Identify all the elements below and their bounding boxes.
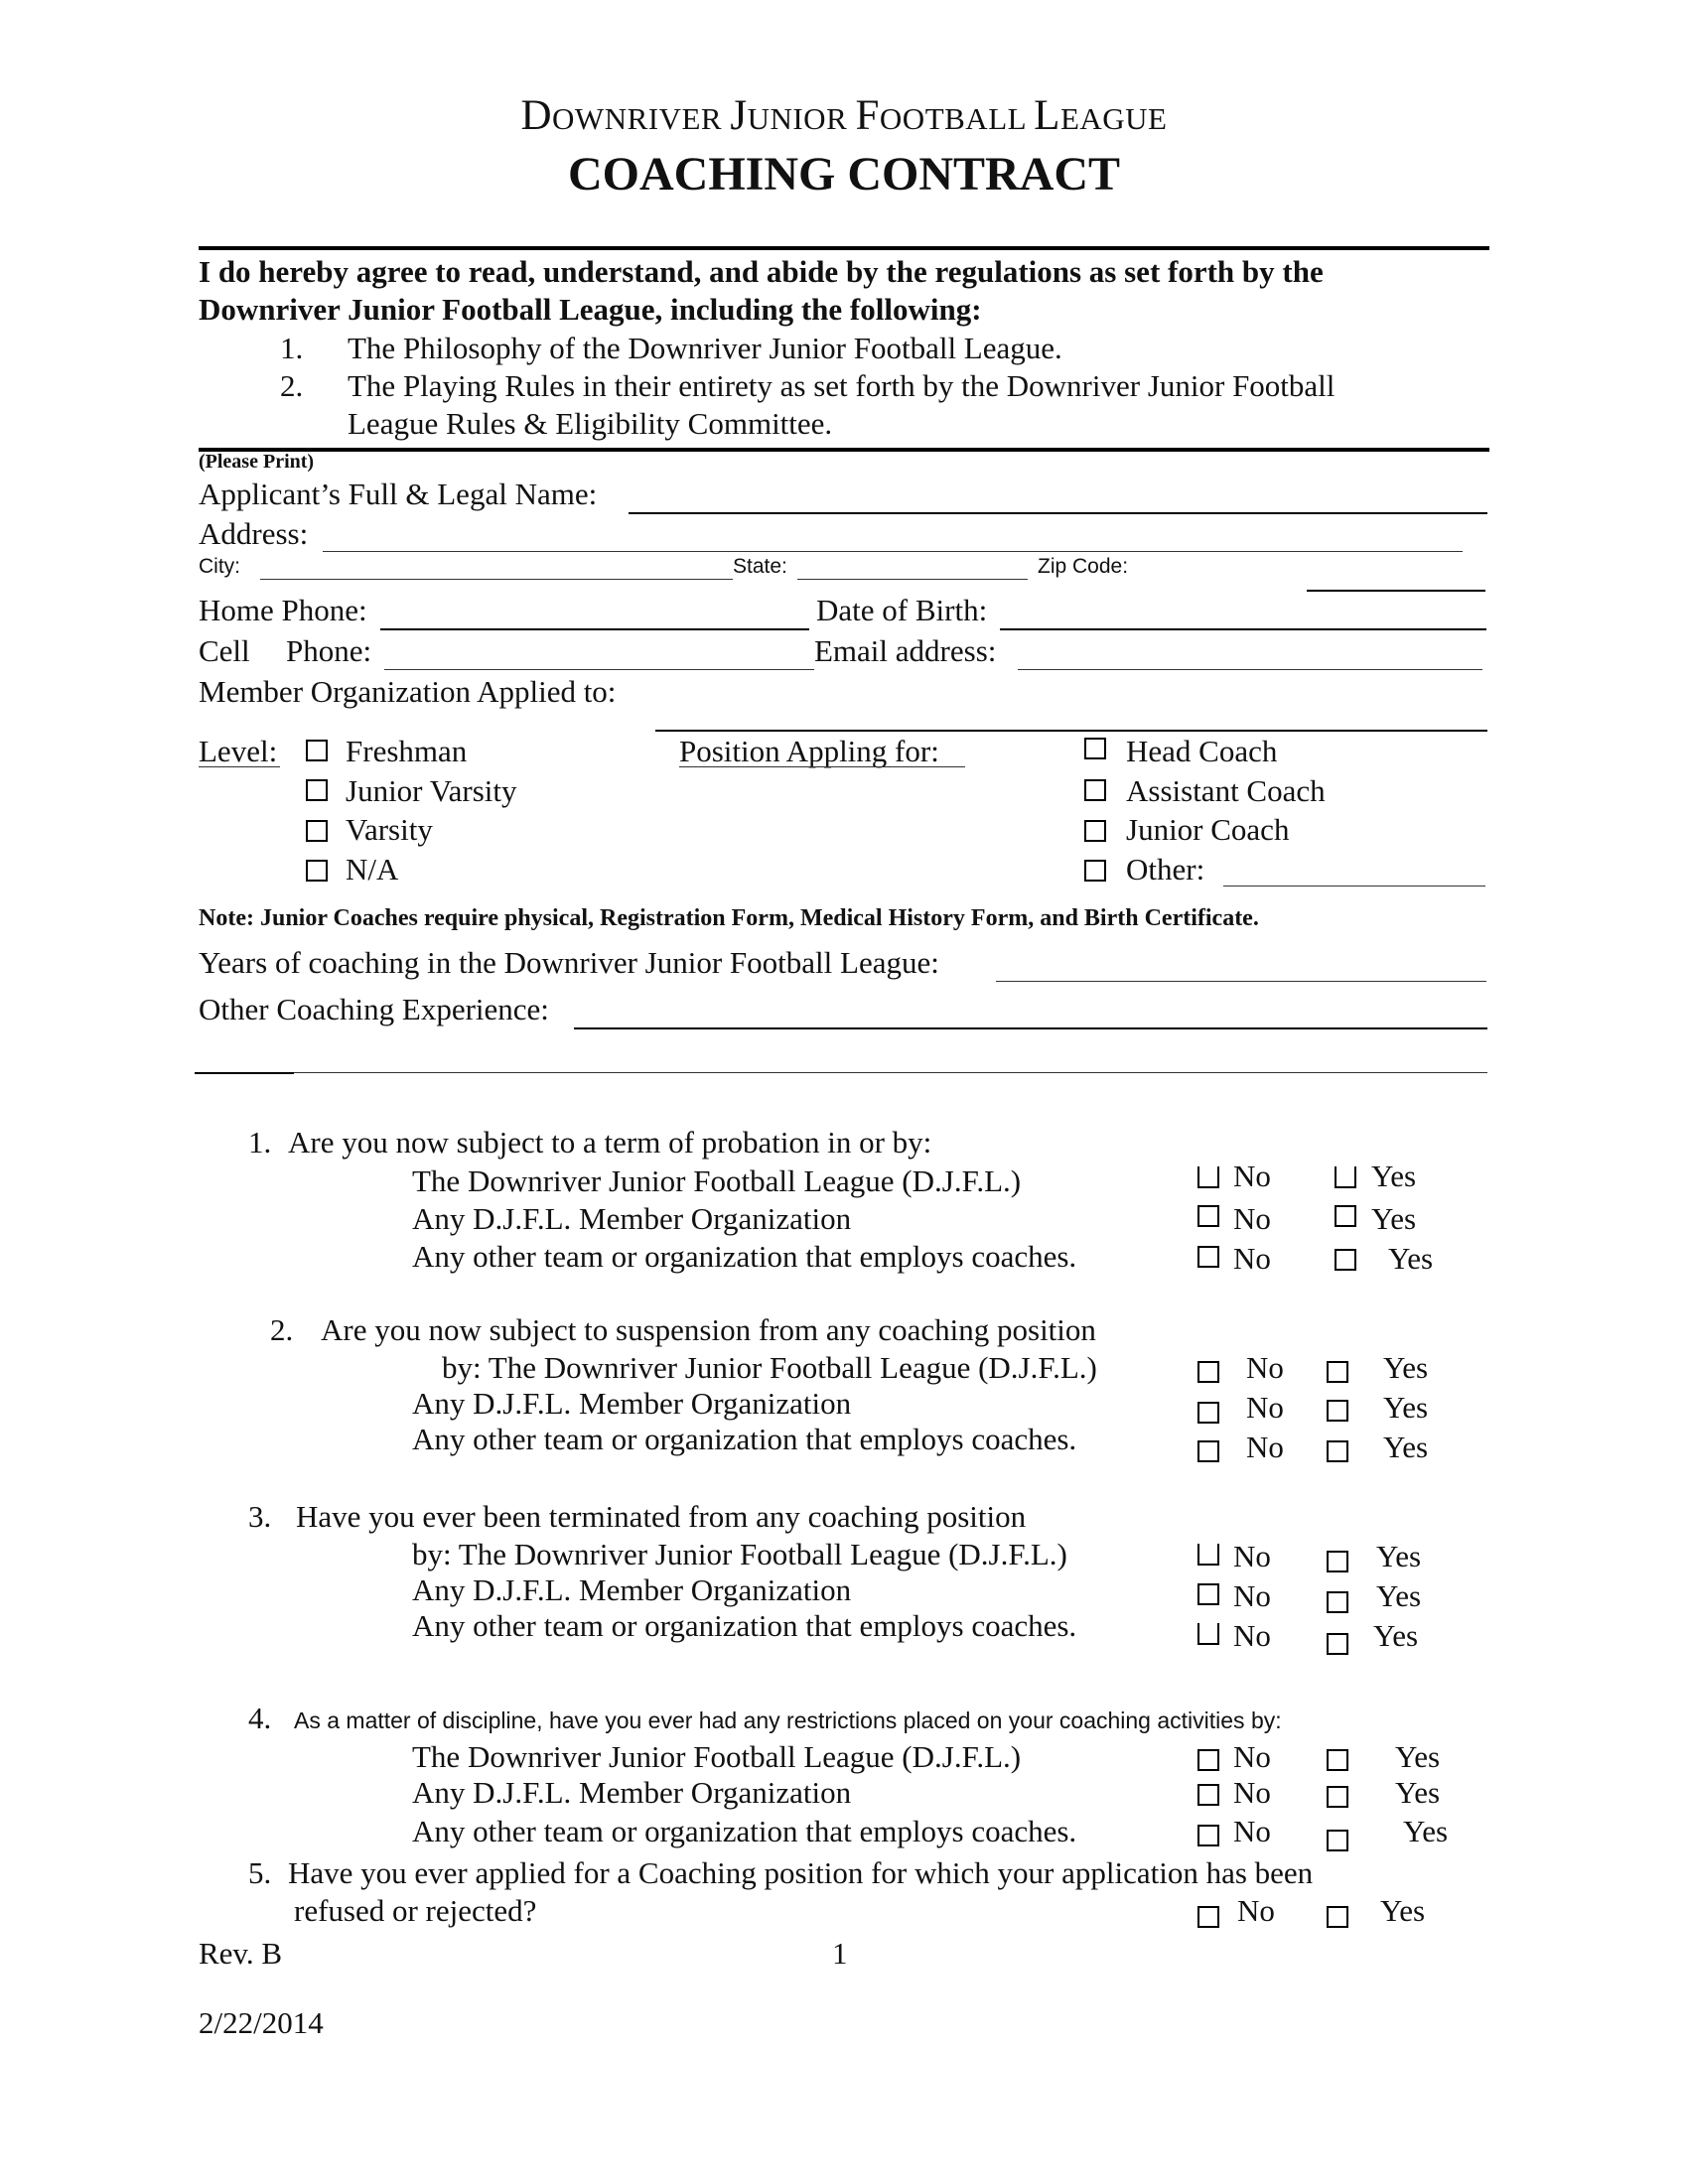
other-experience-label: Other Coaching Experience:	[199, 992, 549, 1026]
q3-row3-yes-checkbox[interactable]	[1327, 1633, 1348, 1655]
zip-label: Zip Code:	[1038, 555, 1129, 578]
yes-label: Yes	[1376, 1578, 1422, 1613]
agreement-item-text: The Playing Rules in their entirety as set forth by the Downriver Junior Football	[348, 368, 1336, 403]
dob-field[interactable]	[1000, 628, 1486, 630]
question-number: 5.	[248, 1855, 272, 1890]
city-field[interactable]	[260, 579, 733, 580]
question-number: 1.	[248, 1125, 272, 1160]
league-name-part: L	[1034, 92, 1060, 139]
q1-row1-yes-checkbox[interactable]	[1335, 1166, 1356, 1188]
question-row-text: by: The Downriver Junior Football League (D.J.F.L.)	[412, 1537, 1067, 1571]
q2-row3-yes-checkbox[interactable]	[1327, 1440, 1348, 1462]
level-option-label: N/A	[346, 852, 399, 887]
question-row-text: Any other team or organization that employs coaches.	[412, 1814, 1077, 1848]
address-label: Address:	[199, 516, 309, 551]
q4-row1-no-checkbox[interactable]	[1197, 1749, 1219, 1771]
bottom-rule	[199, 448, 1489, 452]
q4-row1-yes-checkbox[interactable]	[1327, 1749, 1348, 1771]
position-option-label: Head Coach	[1126, 734, 1278, 768]
position-option-label: Assistant Coach	[1126, 773, 1326, 808]
please-print-note: (Please Print)	[199, 451, 315, 473]
no-label: No	[1233, 1241, 1271, 1276]
q4-row2-no-checkbox[interactable]	[1197, 1784, 1219, 1806]
q2-row1-no-checkbox[interactable]	[1197, 1361, 1219, 1383]
agreement-line-1: I do hereby agree to read, understand, and abide by the regulations as set forth by the	[199, 254, 1324, 289]
yes-label: Yes	[1376, 1539, 1422, 1573]
position-label: Position Appling for:	[679, 734, 939, 768]
q3-row1-yes-checkbox[interactable]	[1327, 1551, 1348, 1572]
q4-row3-no-checkbox[interactable]	[1197, 1825, 1219, 1846]
league-name	[0, 91, 1688, 140]
agreement-item-text-cont: League Rules & Eligibility Committee.	[348, 406, 833, 441]
agreement-item-text: The Philosophy of the Downriver Junior Football League.	[348, 331, 1062, 365]
question-text: Are you now subject to a term of probation in or by:	[288, 1125, 932, 1160]
yes-label: Yes	[1395, 1739, 1441, 1774]
level-label-underline	[199, 766, 280, 767]
question-row-text: Any other team or organization that employs coaches.	[412, 1608, 1077, 1643]
other-experience-field-2[interactable]	[294, 1072, 1487, 1073]
level-checkbox-freshman[interactable]	[306, 740, 328, 761]
yes-label: Yes	[1395, 1775, 1441, 1810]
league-name-part: EAGUE	[1059, 101, 1168, 136]
revision-label: Rev. B	[199, 1936, 283, 1971]
q5-no-checkbox[interactable]	[1197, 1906, 1219, 1928]
question-text: Have you ever been terminated from any coaching position	[296, 1499, 1027, 1534]
state-field[interactable]	[797, 579, 1028, 580]
dob-label: Date of Birth:	[816, 593, 988, 627]
agreement-item-number: 1.	[280, 331, 304, 365]
league-name-part: J	[730, 92, 748, 139]
level-option-label: Freshman	[346, 734, 468, 768]
q1-row3-no-checkbox[interactable]	[1197, 1246, 1219, 1268]
other-experience-line-start	[195, 1072, 294, 1074]
league-name-part: F	[855, 92, 880, 139]
level-option-label: Junior Varsity	[346, 773, 517, 808]
level-checkbox-na[interactable]	[306, 860, 328, 882]
q1-row2-yes-checkbox[interactable]	[1335, 1205, 1356, 1227]
q4-row2-yes-checkbox[interactable]	[1327, 1786, 1348, 1808]
question-row-text: Any D.J.F.L. Member Organization	[412, 1775, 852, 1810]
cell-phone-label: Phone:	[286, 633, 372, 668]
question-row-text: Any other team or organization that employs coaches.	[412, 1422, 1077, 1456]
email-field[interactable]	[1018, 669, 1482, 670]
level-checkbox-varsity[interactable]	[306, 820, 328, 842]
page-number: 1	[832, 1936, 848, 1971]
q1-row3-yes-checkbox[interactable]	[1335, 1249, 1356, 1271]
q3-row2-no-checkbox[interactable]	[1197, 1583, 1219, 1605]
yes-label: Yes	[1383, 1350, 1429, 1385]
position-option-label: Junior Coach	[1126, 812, 1290, 847]
question-row-text: Any D.J.F.L. Member Organization	[412, 1201, 852, 1236]
name-label: Applicant’s Full & Legal Name:	[199, 477, 598, 511]
q3-row3-no-checkbox[interactable]	[1197, 1623, 1219, 1645]
q2-row3-no-checkbox[interactable]	[1197, 1440, 1219, 1462]
q4-row3-yes-checkbox[interactable]	[1327, 1830, 1348, 1851]
position-checkbox-junior-coach[interactable]	[1084, 820, 1106, 842]
agreement-line-2: Downriver Junior Football League, including the following:	[199, 292, 982, 327]
q2-row2-yes-checkbox[interactable]	[1327, 1400, 1348, 1422]
question-text: As a matter of discipline, have you ever had any restrictions placed on your coaching activities by:	[294, 1707, 1282, 1733]
yes-label: Yes	[1403, 1814, 1449, 1848]
zip-field[interactable]	[1307, 590, 1485, 592]
no-label: No	[1233, 1539, 1271, 1573]
revision-date: 2/22/2014	[199, 2005, 324, 2040]
no-label: No	[1233, 1578, 1271, 1613]
no-label: No	[1233, 1618, 1271, 1653]
position-option-label: Other:	[1126, 852, 1205, 887]
other-experience-field[interactable]	[574, 1027, 1487, 1029]
level-option-label: Varsity	[346, 812, 433, 847]
member-org-field[interactable]	[655, 730, 1487, 732]
q2-row2-no-checkbox[interactable]	[1197, 1402, 1219, 1424]
question-row-text: The Downriver Junior Football League (D.J.F.L.)	[412, 1739, 1022, 1774]
top-rule	[199, 246, 1489, 250]
no-label: No	[1233, 1159, 1271, 1193]
question-row-text: by: The Downriver Junior Football League (D.J.F.L.)	[442, 1350, 1097, 1385]
question-text: Have you ever applied for a Coaching position for which your application has been	[288, 1855, 1314, 1890]
question-number: 3.	[248, 1499, 272, 1534]
question-row-text: Any other team or organization that employs coaches.	[412, 1239, 1077, 1274]
position-label-underline	[679, 766, 965, 767]
home-phone-label: Home Phone:	[199, 593, 367, 627]
question-text-cont: refused or rejected?	[294, 1893, 537, 1928]
document-title: COACHING CONTRACT	[567, 148, 1121, 201]
q2-row1-yes-checkbox[interactable]	[1327, 1361, 1348, 1383]
question-number: 4.	[248, 1701, 272, 1735]
yes-label: Yes	[1373, 1618, 1419, 1653]
cell-phone-field[interactable]	[384, 669, 814, 670]
question-row-text: Any D.J.F.L. Member Organization	[412, 1572, 852, 1607]
cell-label: Cell	[199, 633, 250, 668]
question-text: Are you now subject to suspension from any coaching position	[321, 1312, 1096, 1347]
question-row-text: Any D.J.F.L. Member Organization	[412, 1386, 852, 1421]
no-label: No	[1233, 1814, 1271, 1848]
league-name-part: OWNRIVER	[552, 101, 731, 136]
no-label: No	[1246, 1390, 1284, 1425]
no-label: No	[1233, 1201, 1271, 1236]
yes-label: Yes	[1383, 1390, 1429, 1425]
league-name-part: OOTBALL	[879, 101, 1035, 136]
level-checkbox-junior-varsity[interactable]	[306, 779, 328, 801]
junior-coach-note: Note: Junior Coaches require physical, Registration Form, Medical History Form, and Birth Certificate.	[199, 905, 1259, 931]
q1-row1-no-checkbox[interactable]	[1197, 1166, 1219, 1188]
member-org-label: Member Organization Applied to:	[199, 674, 617, 709]
level-label: Level:	[199, 734, 278, 768]
no-label: No	[1233, 1739, 1271, 1774]
yes-label: Yes	[1380, 1893, 1426, 1928]
yes-label: Yes	[1383, 1430, 1429, 1464]
city-label: City:	[199, 555, 240, 578]
years-coaching-field[interactable]	[996, 981, 1486, 982]
state-label: State:	[733, 555, 787, 578]
name-field[interactable]	[629, 512, 1487, 514]
league-name-part: D	[520, 92, 553, 139]
q5-yes-checkbox[interactable]	[1327, 1906, 1348, 1928]
address-field[interactable]	[323, 551, 1463, 552]
position-checkbox-head-coach[interactable]	[1084, 738, 1106, 759]
home-phone-field[interactable]	[380, 628, 809, 630]
q3-row1-no-checkbox[interactable]	[1197, 1544, 1219, 1566]
position-checkbox-assistant-coach[interactable]	[1084, 779, 1106, 801]
yes-label: Yes	[1388, 1241, 1434, 1276]
league-name-part: UNIOR	[747, 101, 856, 136]
question-row-text: The Downriver Junior Football League (D.J.F.L.)	[412, 1163, 1022, 1198]
no-label: No	[1246, 1350, 1284, 1385]
other-position-field[interactable]	[1223, 886, 1485, 887]
email-label: Email address:	[814, 633, 997, 668]
q3-row2-yes-checkbox[interactable]	[1327, 1591, 1348, 1613]
agreement-item-number: 2.	[280, 368, 304, 403]
q1-row2-no-checkbox[interactable]	[1197, 1205, 1219, 1227]
position-checkbox-other[interactable]	[1084, 860, 1106, 882]
no-label: No	[1246, 1430, 1284, 1464]
yes-label: Yes	[1371, 1159, 1417, 1193]
no-label: No	[1233, 1775, 1271, 1810]
question-number: 2.	[270, 1312, 294, 1347]
yes-label: Yes	[1371, 1201, 1417, 1236]
years-coaching-label: Years of coaching in the Downriver Junior Football League:	[199, 945, 939, 980]
no-label: No	[1237, 1893, 1275, 1928]
